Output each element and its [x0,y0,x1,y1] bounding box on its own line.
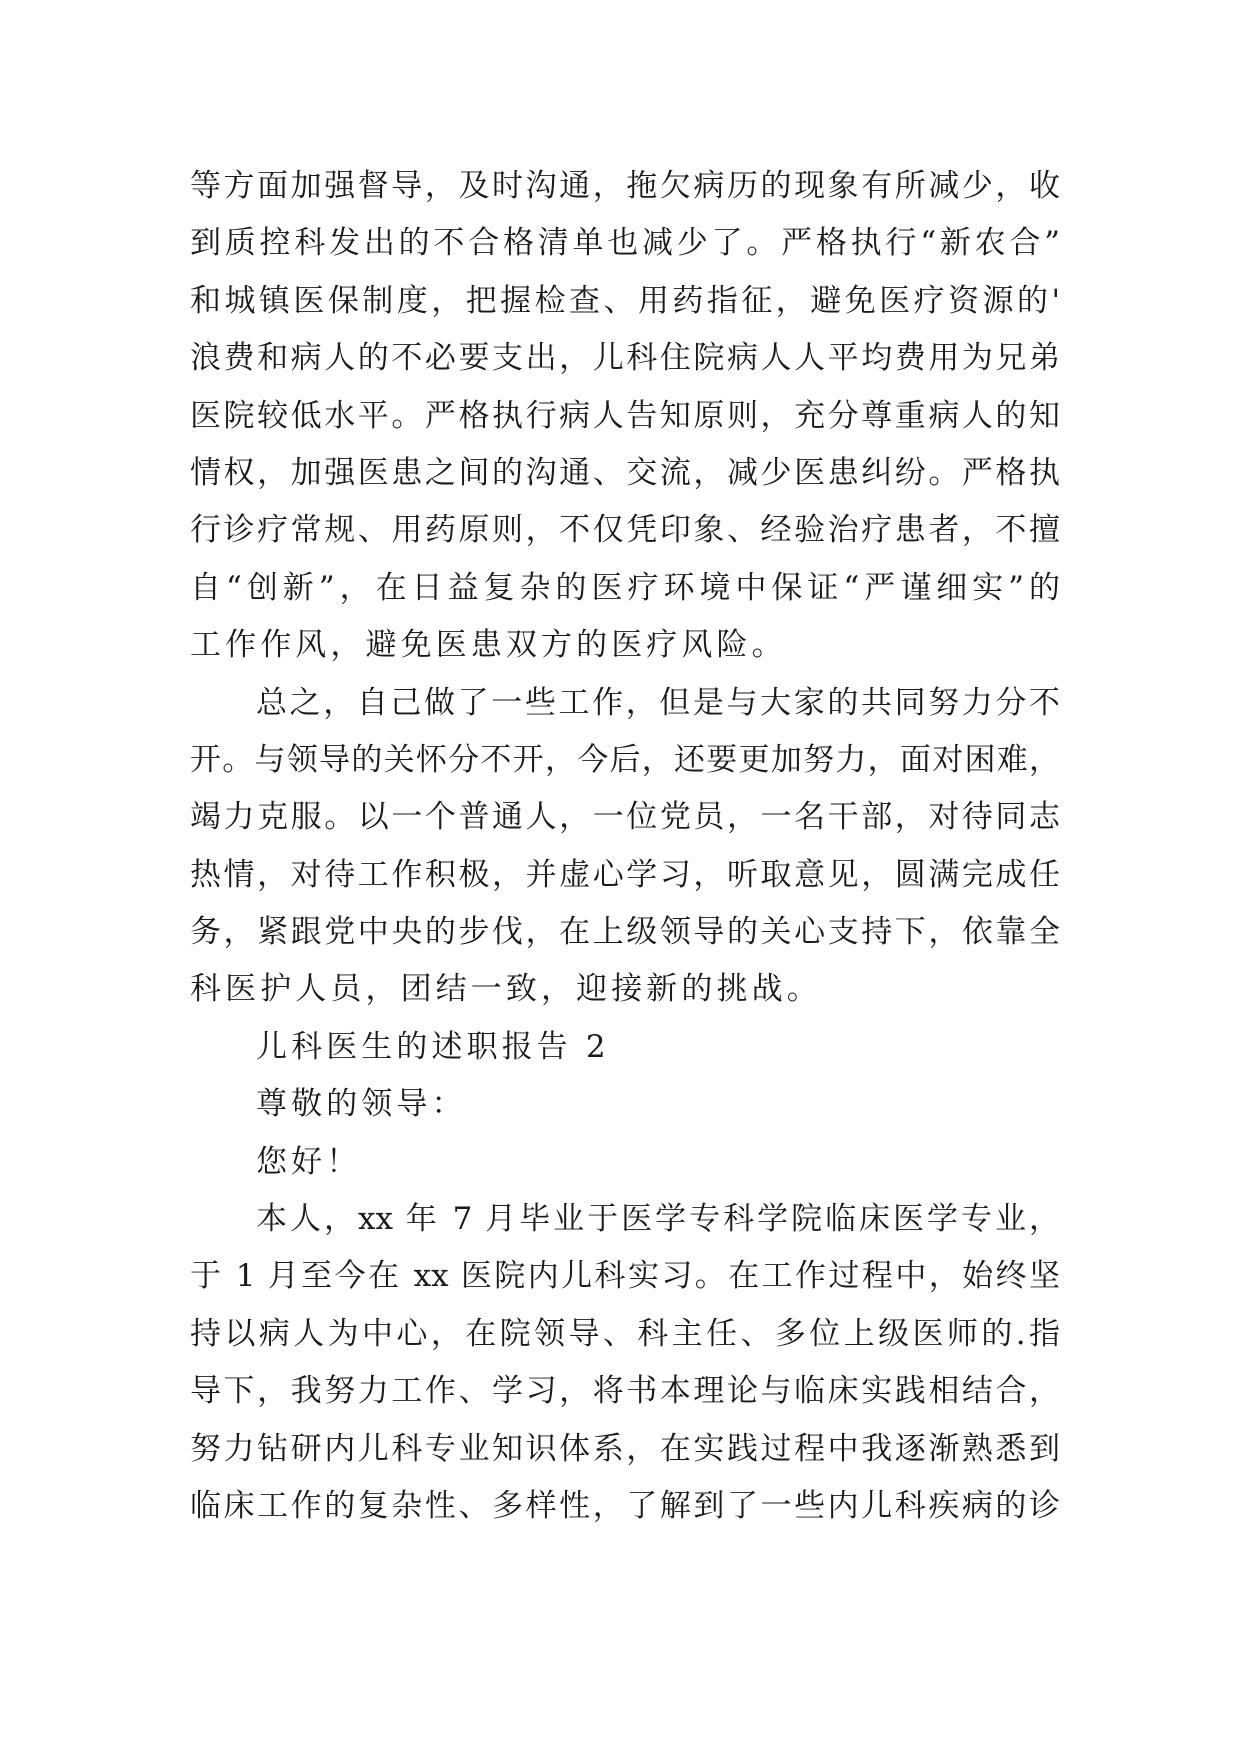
paragraph-line: 持以病人为中心，在院领导、科主任、多位上级医师的.指 [190,1315,1060,1352]
salutation: 尊敬的领导： [256,1086,467,1123]
paragraph-line: 努力钻研内儿科专业知识体系，在实践过程中我逐渐熟悉到 [190,1430,1060,1467]
paragraph-line: 浪费和病人的不必要支出，儿科住院病人人平均费用为兄弟 [190,340,1060,377]
paragraph-line: 自“创新”，在日益复杂的医疗环境中保证“严谨细实”的 [190,569,1060,606]
paragraph-line: 开。与领导的关怀分不开，今后，还要更加努力，面对困难， [190,741,1060,778]
paragraph-line: 热情，对待工作积极，并虚心学习，听取意见，圆满完成任 [190,856,1060,893]
paragraph-line: 情权，加强医患之间的沟通、交流，减少医患纠纷。严格执 [190,454,1060,491]
paragraph-first-line: 总之，自己做了一些工作，但是与大家的共同努力分不 [256,684,1060,721]
paragraph-line: 和城镇医保制度，把握检查、用药指征，避免医疗资源的' [190,282,1060,319]
paragraph-line: 导下，我努力工作、学习，将书本理论与临床实践相结合， [190,1373,1060,1410]
greeting: 您好！ [256,1143,362,1180]
paragraph-line: 于 1 月至今在 xx 医院内儿科实习。在工作过程中，始终坚 [190,1258,1060,1295]
paragraph-line: 务，紧跟党中央的步伐，在上级领导的关心支持下，依靠全 [190,914,1060,951]
paragraph-last-line: 科医护人员，团结一致，迎接新的挑战。 [190,971,822,1008]
paragraph-last-line: 工作作风，避免医患双方的医疗风险。 [190,627,787,664]
paragraph-line: 等方面加强督导，及时沟通，拖欠病历的现象有所减少，收 [190,168,1060,204]
paragraph-line: 竭力克服。以一个普通人，一位党员，一名干部，对待同志 [190,799,1060,836]
section-heading: 儿科医生的述职报告 2 [256,1028,610,1065]
paragraph-line: 到质控科发出的不合格清单也减少了。严格执行“新农合” [190,225,1060,262]
paragraph-line: 医院较低水平。严格执行病人告知原则，充分尊重病人的知 [190,397,1060,434]
paragraph-line: 临床工作的复杂性、多样性，了解到了一些内儿科疾病的诊 [190,1487,1060,1524]
paragraph-line: 行诊疗常规、用药原则，不仅凭印象、经验治疗患者，不擅 [190,512,1060,549]
paragraph-first-line: 本人，xx 年 7 月毕业于医学专科学院临床医学专业， [256,1201,1060,1238]
document-body [190,158,1060,1535]
